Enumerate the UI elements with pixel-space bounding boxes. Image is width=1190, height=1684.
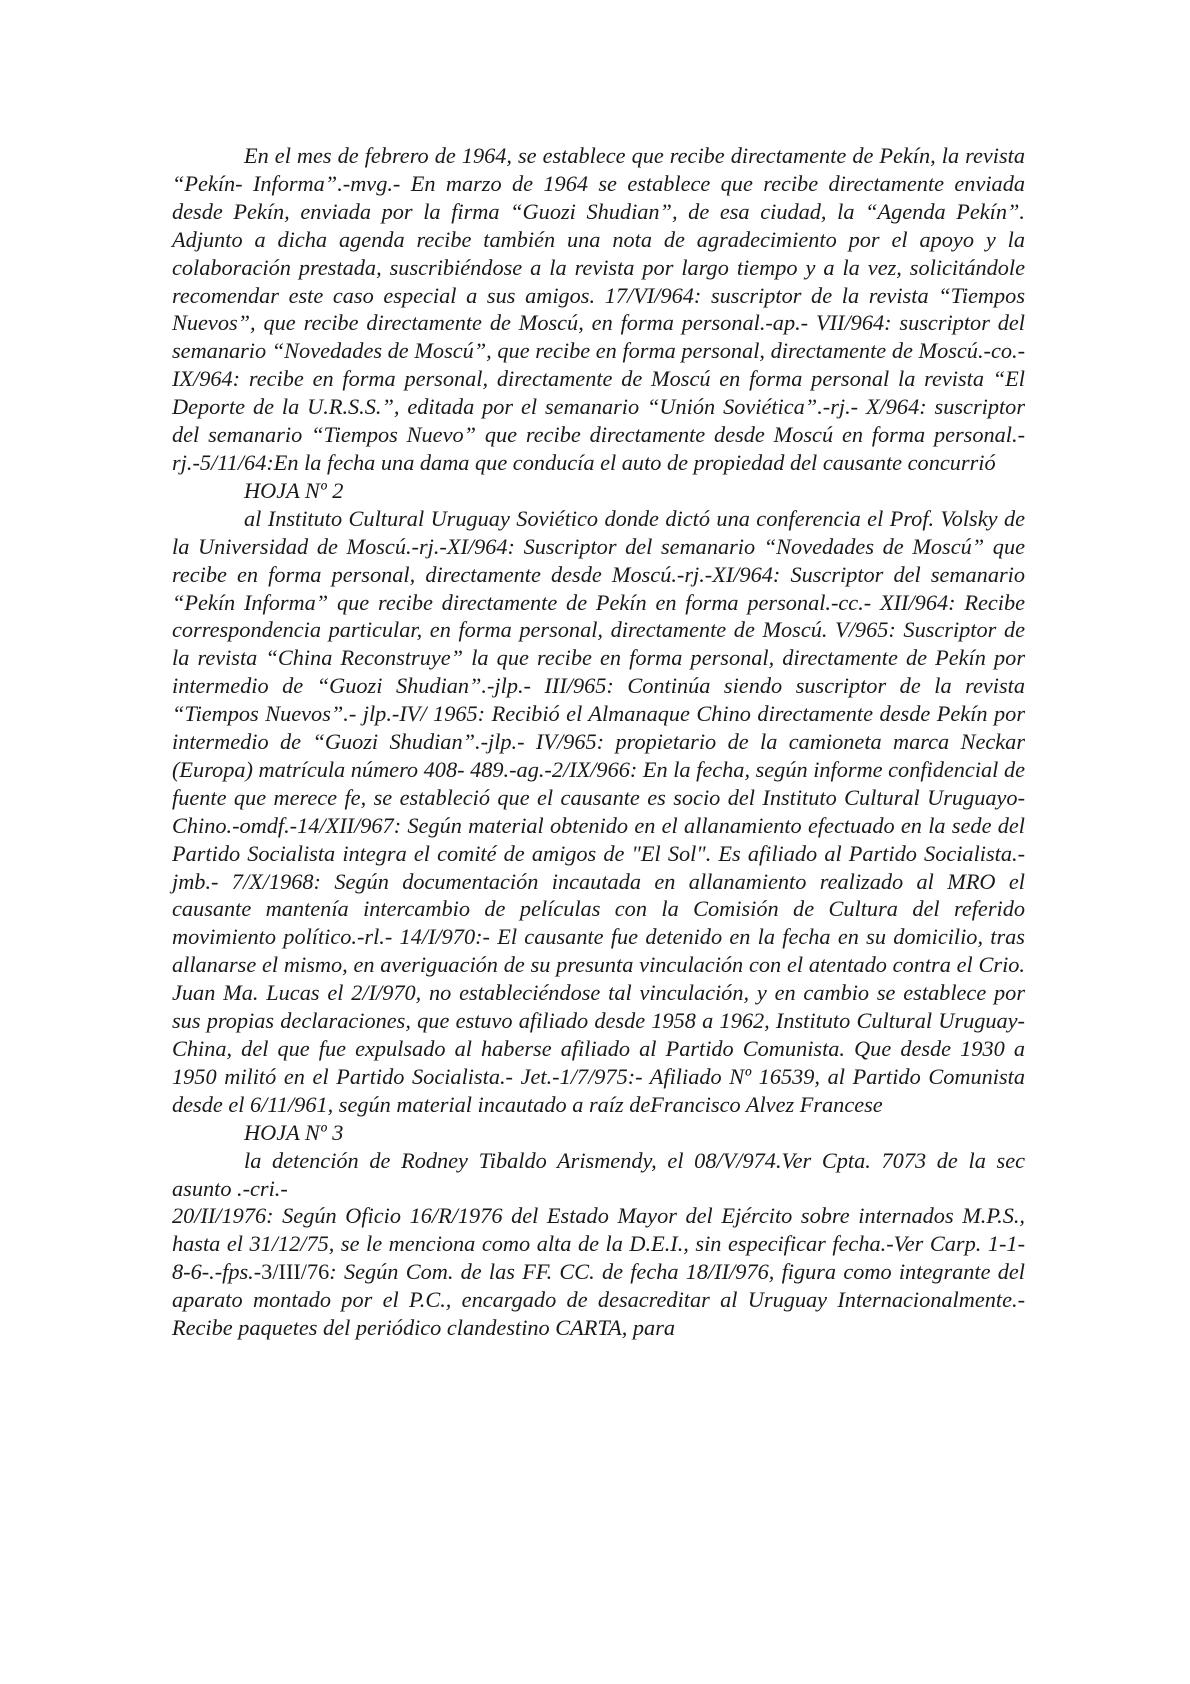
paragraph-4-date: 3/III/76 [261,1259,330,1285]
document-page [172,142,1025,1342]
paragraph-1: En el mes de febrero de 1964, se establece que recibe directamente de Pekín, la revista “Pekín- Informa”.-mvg.- En marzo de 1964 se establece que recibe directamente enviada desde Pekín, enviada por la firma “Guozi Shudian”, de esa ciudad, la “Agenda Pekín”. Adjunto a dicha agenda recibe también una nota de agradecimiento por el apoyo y la colaboración prestada, suscribiéndose a la revista por largo tiempo y a la vez, solicitándole recomendar este caso especial a sus amigos. 17/VI/964: suscriptor de la revista “Tiempos Nuevos”, que recibe directamente de Moscú, en forma personal.-ap.- VII/964: suscriptor del semanario “Novedades de Moscú”, que recibe en forma personal, directamente de Moscú.-co.-IX/964: recibe en forma personal, directamente de Moscú en forma personal la revista “El Deporte de la U.R.S.S.”, editada por el semanario “Unión Soviética”.-rj.- X/964: suscriptor del semanario “Tiempos Nuevo” que recibe directamente desde Moscú en forma personal.-rj.-5/11/64:En la fecha una dama que conducía el auto de propiedad del causante concurrió [172,143,1025,475]
sheet-heading-2: HOJA Nº 2 [244,477,344,503]
paragraph-4 [172,1202,1025,1342]
paragraph-4-part-a: 20/II/1976: Según Oficio 16/R/1976 del Estado Mayor del Ejército sobre internados M.P.S., hasta el 31/12/75, se le menciona como alta de la D.E.I., sin especificar fecha.-Ver Carp. 1-1-8-6-.-fps.- [172,1203,1025,1285]
sheet-heading-3: HOJA Nº 3 [244,1119,344,1145]
paragraph-4-part-c: : Según Com. de las FF. CC. de fecha 18/II/976, figura como integrante del aparato montado por el P.C., encargado de desacreditar al Uruguay Internacionalmente.- Recibe paquetes del periódico clandestino CARTA, para [172,1259,1025,1341]
paragraph-3: la detención de Rodney Tibaldo Arismendy, el 08/V/974.Ver Cpta. 7073 de la sec asunto .-cri.- [172,1147,1025,1201]
paragraph-2: al Instituto Cultural Uruguay Soviético donde dictó una conferencia el Prof. Volsky de la Universidad de Moscú.-rj.-XI/964: Suscriptor del semanario “Novedades de Moscú” que recibe en forma personal, directamente desde Moscú.-rj.-XI/964: Suscriptor del semanario “Pekín Informa” que recibe directamente de Pekín en forma personal.-cc.- XII/964: Recibe correspondencia particular, en forma personal, directamente de Moscú. V/965: Suscriptor de la revista “China Reconstruye” la que recibe en forma personal, directamente de Pekín por intermedio de “Guozi Shudian”.-jlp.- III/965: Continúa siendo suscriptor de la revista “Tiempos Nuevos”.- jlp.-IV/ 1965: Recibió el Almanaque Chino directamente desde Pekín por intermedio de “Guozi Shudian”.-jlp.- IV/965: propietario de la camioneta marca Neckar (Europa) matrícula número 408- 489.-ag.-2/IX/966: En la fecha, según informe confidencial de fuente que merece fe, se estableció que el causante es socio del Instituto Cultural Uruguayo-Chino.-omdf.-14/XII/967: Según material obtenido en el allanamiento efectuado en la sede del Partido Socialista integra el comité de amigos de "El Sol". Es afiliado al Partido Socialista.-jmb.- 7/X/1968: Según documentación incautada en allanamiento realizado al MRO el causante mantenía intercambio de películas con la Comisión de Cultura del referido movimiento político.-rl.- 14/I/970:- El causante fue detenido en la fecha en su domicilio, tras allanarse el mismo, en averiguación de su presunta vinculación con el atentado contra el Crio. Juan Ma. Lucas el 2/I/970, no estableciéndose tal vinculación, y en cambio se establece por sus propias declaraciones, que estuvo afiliado desde 1958 a 1962, Instituto Cultural Uruguay-China, del que fue expulsado al haberse afiliado al Partido Comunista. Que desde 1930 a 1950 militó en el Partido Socialista.- Jet.-1/7/975:- Afiliado Nº 16539, al Partido Comunista desde el 6/11/961, según material incautado a raíz deFrancisco Alvez Francese [172,505,1025,1117]
